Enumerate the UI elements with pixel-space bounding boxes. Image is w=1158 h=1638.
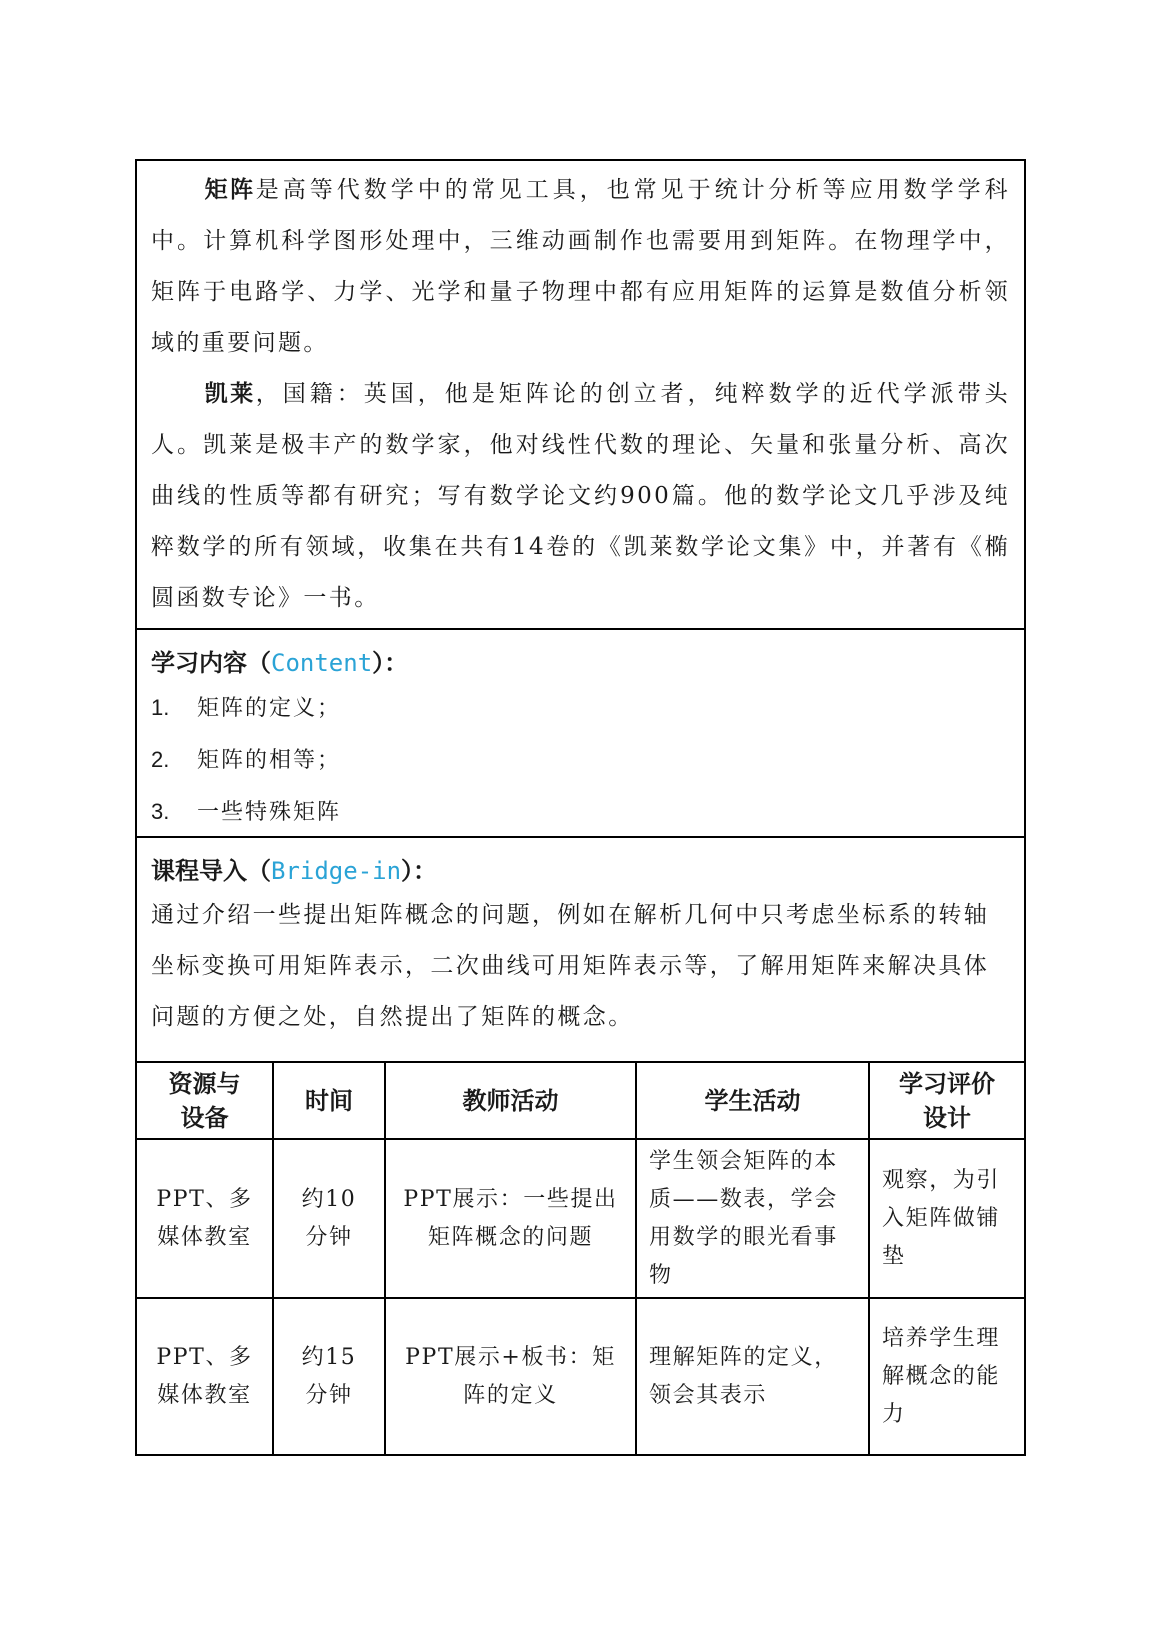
bridge-heading: 课程导入（Bridge-in）： xyxy=(151,857,438,885)
cell-time: 约15分钟 xyxy=(273,1298,385,1454)
header-time: 时间 xyxy=(273,1063,385,1139)
bridge-in-section xyxy=(137,838,1024,1063)
matrix-description: 是高等代数学中的常见工具，也常见于统计分析等应用数学学科中。计算机科学图形处理中，三维动画制作也需要用到矩阵。在物理学中，矩阵于电路学、力学、光学和量子物理中都有应用矩阵的运算是数值分析领域的重要问题。 xyxy=(151,177,1010,356)
intro-paragraph-cayley xyxy=(151,369,1010,624)
list-item: 2. 矩阵的相等； xyxy=(151,747,342,773)
bridge-heading-en: Bridge-in xyxy=(271,857,402,885)
activity-table xyxy=(137,1063,1024,1454)
lesson-plan-frame xyxy=(135,159,1026,1456)
table-header-row xyxy=(137,1063,1024,1139)
term-cayley: 凯莱 xyxy=(203,381,256,407)
cell-student: 理解矩阵的定义，领会其表示 xyxy=(636,1298,869,1454)
intro-section xyxy=(137,161,1024,630)
list-item: 1. 矩阵的定义； xyxy=(151,695,342,721)
cell-resource: PPT、多媒体教室 xyxy=(137,1139,273,1298)
term-matrix: 矩阵 xyxy=(203,177,256,203)
table-row xyxy=(137,1139,1024,1298)
cell-student: 学生领会矩阵的本质——数表，学会用数学的眼光看事物 xyxy=(636,1139,869,1298)
cell-teacher: PPT展示+板书：矩阵的定义 xyxy=(385,1298,636,1454)
bridge-text: 通过介绍一些提出矩阵概念的问题，例如在解析几何中只考虑坐标系的转轴坐标变换可用矩阵表示，二次曲线可用矩阵表示等，了解用矩阵来解决具体问题的方便之处，自然提出了矩阵的概念。 xyxy=(151,902,990,1030)
cell-teacher: PPT展示：一些提出矩阵概念的问题 xyxy=(385,1139,636,1298)
content-heading: 学习内容（Content）： xyxy=(151,649,409,677)
header-student: 学生活动 xyxy=(636,1063,869,1139)
content-heading-en: Content xyxy=(271,649,373,677)
list-item: 3. 一些特殊矩阵 xyxy=(151,799,342,825)
intro-paragraph-matrix xyxy=(151,165,1010,369)
cell-resource: PPT、多媒体教室 xyxy=(137,1298,273,1454)
header-resource: 资源与设备 xyxy=(137,1063,273,1139)
table-row xyxy=(137,1298,1024,1454)
cell-evaluation: 观察，为引入矩阵做铺垫 xyxy=(869,1139,1024,1298)
cell-time: 约10分钟 xyxy=(273,1139,385,1298)
header-evaluation: 学习评价设计 xyxy=(869,1063,1024,1139)
cayley-description: ，国籍：英国，他是矩阵论的创立者，纯粹数学的近代学派带头人。凯莱是极丰产的数学家，他对线性代数的理论、矢量和张量分析、高次曲线的性质等都有研究；写有数学论文约900篇。他的数学论文几乎涉及纯粹数学的所有领域，收集在共有14卷的《凯莱数学论文集》中，并著有《椭圆函数专论》一书。 xyxy=(151,381,1010,611)
content-section xyxy=(137,630,1024,838)
cell-evaluation: 培养学生理解概念的能力 xyxy=(882,1325,1001,1427)
header-teacher: 教师活动 xyxy=(385,1063,636,1139)
